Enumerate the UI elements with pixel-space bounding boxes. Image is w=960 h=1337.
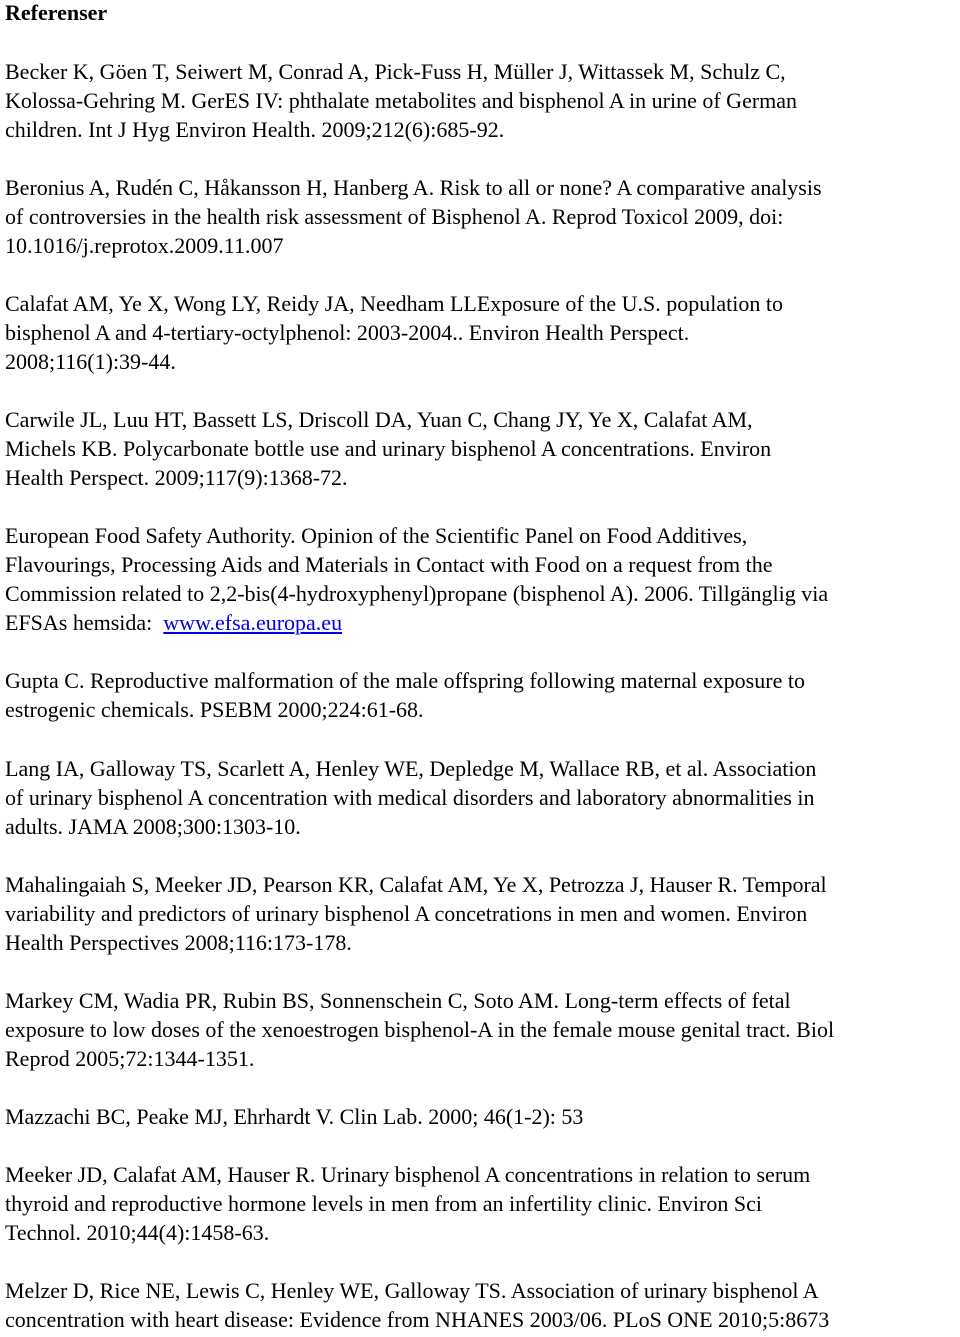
reference-entry bbox=[5, 666, 805, 724]
reference-entry bbox=[5, 521, 828, 637]
reference-line: Melzer D, Rice NE, Lewis C, Henley WE, Galloway TS. Association of urinary bisphenol A bbox=[5, 1278, 819, 1303]
reference-entry bbox=[5, 1102, 583, 1131]
reference-line: thyroid and reproductive hormone levels in men from an infertility clinic. Environ Sci bbox=[5, 1191, 762, 1216]
reference-line: Calafat AM, Ye X, Wong LY, Reidy JA, Needham LLExposure of the U.S. population to bbox=[5, 291, 783, 316]
reference-line: Mahalingaiah S, Meeker JD, Pearson KR, Calafat AM, Ye X, Petrozza J, Hauser R. Temporal bbox=[5, 872, 827, 897]
reference-line: Technol. 2010;44(4):1458-63. bbox=[5, 1220, 270, 1245]
reference-line: Michels KB. Polycarbonate bottle use and urinary bisphenol A concentrations. Environ bbox=[5, 436, 772, 461]
reference-line: Health Perspect. 2009;117(9):1368-72. bbox=[5, 465, 348, 490]
reference-line: Reprod 2005;72:1344-1351. bbox=[5, 1046, 255, 1071]
reference-line: exposure to low doses of the xenoestrogen bisphenol-A in the female mouse genital tract. Biol bbox=[5, 1017, 835, 1042]
reference-line-prefix: EFSAs hemsida: bbox=[5, 610, 164, 635]
reference-line: estrogenic chemicals. PSEBM 2000;224:61-68. bbox=[5, 697, 424, 722]
reference-line: of urinary bisphenol A concentration with medical disorders and laboratory abnormalities in bbox=[5, 785, 815, 810]
reference-entry bbox=[5, 173, 822, 260]
reference-entry bbox=[5, 289, 783, 376]
reference-line: concentration with heart disease: Evidence from NHANES 2003/06. PLoS ONE 2010;5:8673 bbox=[5, 1307, 830, 1332]
reference-line: Meeker JD, Calafat AM, Hauser R. Urinary bisphenol A concentrations in relation to serum bbox=[5, 1162, 811, 1187]
efsa-link[interactable]: www.efsa.europa.eu bbox=[163, 610, 343, 635]
reference-line: 10.1016/j.reprotox.2009.11.007 bbox=[5, 233, 284, 258]
reference-line: Lang IA, Galloway TS, Scarlett A, Henley WE, Depledge M, Wallace RB, et al. Association bbox=[5, 756, 817, 781]
reference-line: 2008;116(1):39-44. bbox=[5, 349, 176, 374]
reference-entry bbox=[5, 754, 816, 841]
reference-entry bbox=[5, 57, 797, 144]
reference-line: Health Perspectives 2008;116:173-178. bbox=[5, 930, 352, 955]
reference-line: Commission related to 2,2-bis(4-hydroxyphenyl)propane (bisphenol A). 2006. Tillgänglig via bbox=[5, 581, 829, 606]
reference-line: European Food Safety Authority. Opinion of the Scientific Panel on Food Additives, bbox=[5, 523, 748, 548]
reference-entry bbox=[5, 1276, 829, 1334]
reference-entry bbox=[5, 870, 827, 957]
reference-line: of controversies in the health risk assessment of Bisphenol A. Reprod Toxicol 2009, doi: bbox=[5, 204, 784, 229]
reference-line: bisphenol A and 4-tertiary-octylphenol: 2003-2004.. Environ Health Perspect. bbox=[5, 320, 690, 345]
reference-line: Kolossa-Gehring M. GerES IV: phthalate metabolites and bisphenol A in urine of German bbox=[5, 88, 798, 113]
reference-line: Markey CM, Wadia PR, Rubin BS, Sonnenschein C, Soto AM. Long-term effects of fetal bbox=[5, 988, 791, 1013]
reference-line: children. Int J Hyg Environ Health. 2009;212(6):685-92. bbox=[5, 117, 505, 142]
reference-line: Gupta C. Reproductive malformation of the male offspring following maternal exposure to bbox=[5, 668, 805, 693]
reference-entry bbox=[5, 405, 771, 492]
reference-entry bbox=[5, 1160, 810, 1247]
reference-line bbox=[5, 608, 828, 637]
reference-line: Flavourings, Processing Aids and Materials in Contact with Food on a request from the bbox=[5, 552, 773, 577]
reference-line: adults. JAMA 2008;300:1303-10. bbox=[5, 814, 301, 839]
page-heading: Referenser bbox=[5, 0, 108, 25]
reference-line: Beronius A, Rudén C, Håkansson H, Hanberg A. Risk to all or none? A comparative analysis bbox=[5, 175, 822, 200]
reference-line: Carwile JL, Luu HT, Bassett LS, Driscoll DA, Yuan C, Chang JY, Ye X, Calafat AM, bbox=[5, 407, 753, 432]
reference-line: Becker K, Göen T, Seiwert M, Conrad A, Pick-Fuss H, Müller J, Wittassek M, Schulz C, bbox=[5, 59, 786, 84]
reference-line: Mazzachi BC, Peake MJ, Ehrhardt V. Clin Lab. 2000; 46(1-2): 53 bbox=[5, 1104, 584, 1129]
reference-entry bbox=[5, 986, 834, 1073]
reference-line: variability and predictors of urinary bisphenol A concetrations in men and women. Environ bbox=[5, 901, 808, 926]
